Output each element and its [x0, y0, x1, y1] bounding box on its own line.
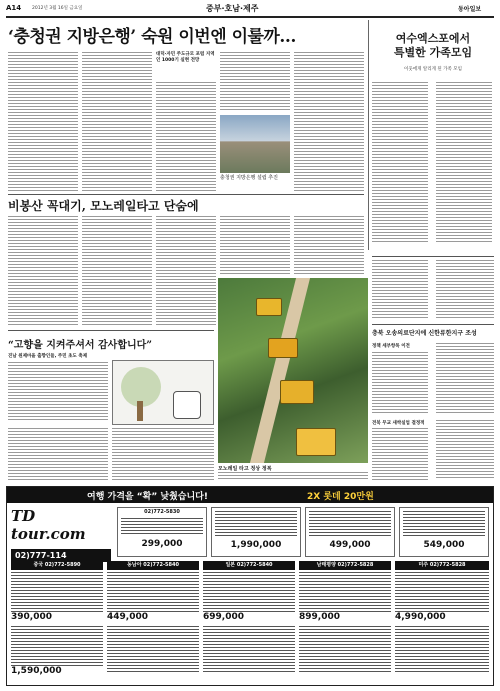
ad-col-5-text-a	[395, 572, 489, 612]
side-feature-headline-1: 여수엑스포에서	[395, 32, 471, 45]
ad-col-4-price-a: 899,000	[299, 612, 340, 622]
article1-photo	[220, 115, 290, 173]
ad-col-1-text-b	[11, 626, 103, 666]
side-feature-subhead: 이웃에게 알리게 된 가족 모임	[404, 67, 462, 72]
right-bottom-headline: 충북 오송의료단지에 신한류한지구 조성	[372, 330, 477, 337]
ad-cell-3	[305, 507, 395, 557]
issue-date: 2012년 3월 16일 금요일	[32, 6, 83, 11]
article1-col3	[156, 82, 216, 192]
article1-col2	[82, 52, 152, 192]
article2-col1	[8, 216, 78, 326]
right-article-col1	[372, 260, 428, 320]
right-bottom-col3	[372, 428, 428, 480]
article1-headline: ‘충청권 지방은행’ 숙원 이번엔 이룰까…	[8, 27, 296, 47]
ad-col-4	[299, 572, 391, 682]
article3-headline: “고향을 지켜주셔서 감사합니다”	[8, 340, 153, 351]
ad-col-1	[11, 572, 103, 682]
right-article-col2	[436, 260, 494, 320]
photo-caption: 모노레일 타고 정상 정복	[218, 466, 272, 472]
ad-logo: TD tour.com	[11, 507, 86, 543]
ad-col-3	[203, 572, 295, 682]
ad-col-3-price-a: 699,000	[203, 612, 244, 622]
cartoon-figure	[173, 391, 201, 419]
article3-col1	[8, 362, 108, 422]
ad-cell-4-text	[403, 511, 485, 537]
ad-banner-promo: 2X 롯데 20만원	[307, 492, 374, 502]
ad-col-2-text-a	[107, 572, 199, 612]
ad-col-4-text-b	[299, 626, 391, 674]
right-bottom-sub1: 정책 세부항목 이전	[372, 344, 410, 349]
article2-col2	[82, 216, 152, 326]
ad-banner	[7, 487, 493, 503]
side-feature	[372, 20, 494, 250]
ad-col-1-text-a	[11, 572, 103, 612]
right-article-rule	[372, 256, 494, 257]
side-feature-col1	[372, 82, 428, 242]
side-feature-col2	[436, 82, 492, 242]
article3-col2	[8, 428, 108, 480]
ad-cell-3-text	[309, 511, 391, 537]
article1-photo-caption: 충청권 지방은행 설립 추진	[220, 175, 278, 181]
paper-name: 동아일보	[458, 6, 482, 13]
ad-col-header-2: 동남아 02)772-5840	[107, 561, 199, 570]
article1-subhead-box	[156, 52, 216, 82]
ad-cell-2	[211, 507, 301, 557]
article3-rule	[8, 330, 214, 331]
side-feature-headline-2: 특별한 가족모임	[393, 46, 473, 59]
travel-advertisement	[6, 486, 494, 686]
ad-logo-block	[11, 507, 111, 560]
ad-cell-1-phone: 02)772-5830	[144, 509, 180, 515]
ad-col-header-5: 미주 02)772-5828	[395, 561, 489, 570]
right-bottom-sub2: 전북 무교 새싹실업 결정적	[372, 421, 425, 426]
header-meta	[336, 5, 396, 10]
ad-col-2	[107, 572, 199, 682]
ad-cell-1	[117, 507, 207, 557]
ad-cell-3-price: 499,000	[329, 540, 371, 550]
ad-cell-4-price: 549,000	[423, 540, 465, 550]
ad-col-3-text-a	[203, 572, 295, 612]
article1-col1	[8, 52, 78, 192]
article1-col5	[294, 52, 364, 192]
article1-col4	[220, 52, 290, 112]
article2-col3	[156, 216, 216, 326]
right-bottom-col1	[372, 352, 428, 414]
ad-cell-1-price: 299,000	[141, 539, 183, 549]
ad-col-5	[395, 572, 489, 682]
article2-col4	[220, 216, 290, 276]
ad-col-1-price-a: 390,000	[11, 612, 52, 622]
ad-cell-2-price: 1,990,000	[230, 540, 282, 550]
ad-cell-4	[399, 507, 489, 557]
monorail-car-2	[268, 338, 298, 358]
right-bottom-col4	[436, 420, 494, 480]
monorail-car-3	[280, 380, 314, 404]
page-number: A14	[6, 4, 22, 12]
article3-col3	[112, 428, 214, 480]
article2-rule	[8, 194, 364, 195]
ad-banner-title: 여행 가격을 “확” 낮췄습니다!	[87, 492, 208, 502]
section-title: 중부·호남·제주	[206, 4, 259, 13]
page-header	[6, 3, 494, 15]
photo-caption-text	[218, 472, 368, 480]
ad-col-2-text-b	[107, 626, 199, 674]
ad-col-header-4: 남태평양 02)772-5828	[299, 561, 391, 570]
ad-col-4-text-a	[299, 572, 391, 612]
ad-col-2-price-a: 449,000	[107, 612, 148, 622]
divider-vertical-1	[368, 20, 369, 250]
ad-col-3-text-b	[203, 626, 295, 674]
article1-subhead: 대덕·자민 주도규모 포럼 지역인 1000기 실현 전망	[156, 52, 215, 63]
ad-col-5-price-a: 4,990,000	[395, 612, 446, 622]
article3-subhead: 진남 원제마을 출향인들, 주민 초도 축제	[8, 354, 88, 359]
monorail-car-4	[296, 428, 336, 456]
header-rule	[6, 16, 494, 18]
right-bottom-col2	[436, 343, 494, 415]
ad-col-1-price-b: 1,590,000	[11, 666, 62, 676]
article2-col5	[294, 216, 364, 276]
monorail-photo	[218, 278, 368, 463]
ad-col-header-1: 중국 02)772-5890	[11, 561, 103, 570]
right-headline-rule	[372, 324, 494, 325]
monorail-car-1	[256, 298, 282, 316]
ad-cell-2-text	[215, 511, 297, 537]
article2-headline: 비봉산 꼭대기, 모노레일타고 단숨에	[8, 199, 199, 213]
article3-cartoon	[112, 360, 214, 425]
ad-col-header-3: 일본 02)772-5840	[203, 561, 295, 570]
cartoon-trunk	[137, 401, 143, 421]
ad-cell-1-text	[121, 518, 203, 536]
ad-col-5-text-b	[395, 626, 489, 674]
ad-main-phone: 02)777-114	[11, 549, 111, 562]
